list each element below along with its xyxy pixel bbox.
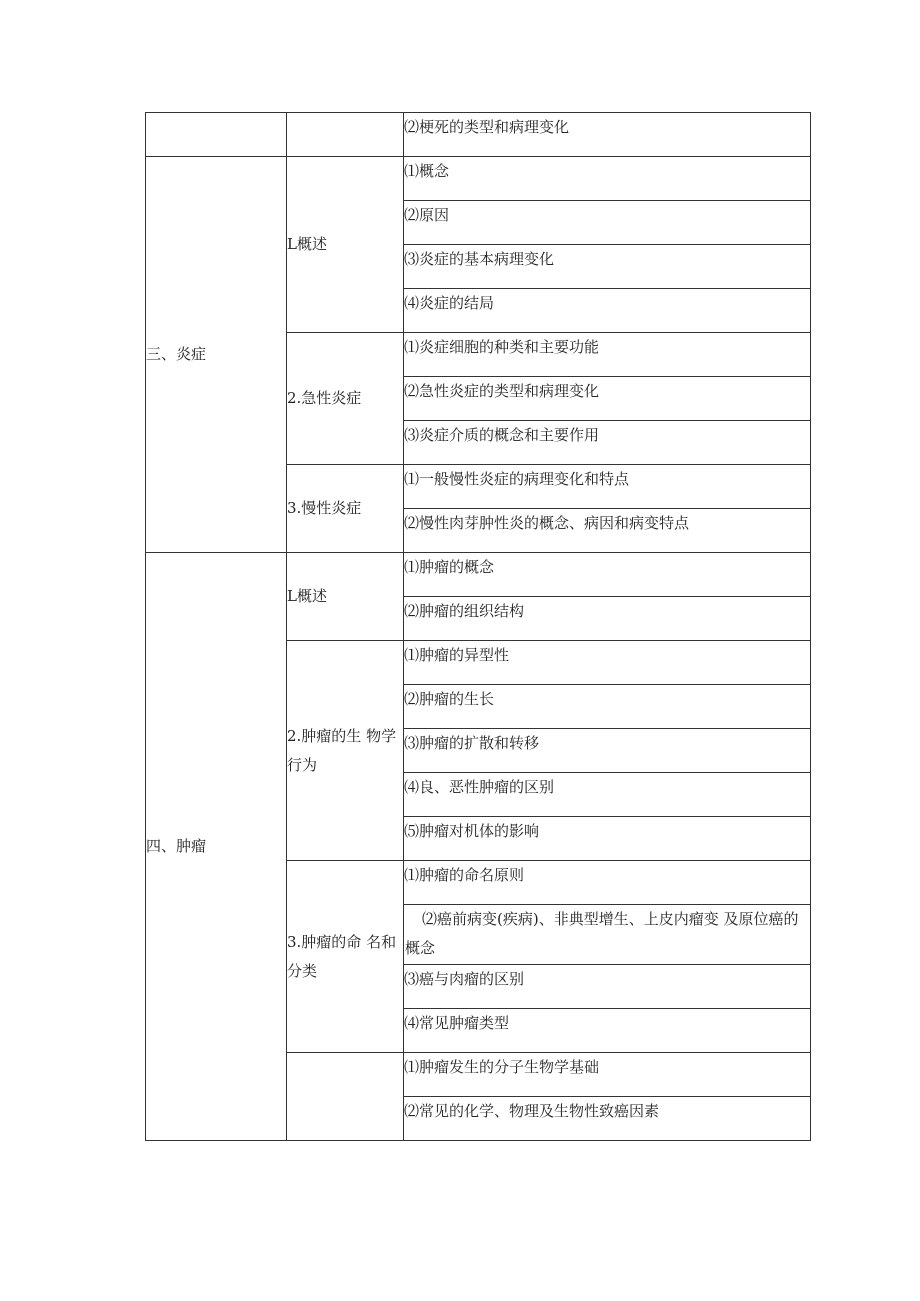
- topic-cell-tumor: 四、肿瘤: [146, 553, 287, 1141]
- item-cell: ⑵急性炎症的类型和病理变化: [404, 377, 811, 421]
- item-cell: ⑶炎症介质的概念和主要作用: [404, 421, 811, 465]
- item-cell: ⑴肿瘤发生的分子生物学基础: [404, 1053, 811, 1097]
- item-cell: ⑵癌前病变(疾病)、非典型增生、上皮内瘤变 及原位癌的概念: [404, 905, 811, 965]
- pathology-syllabus-table: [145, 112, 811, 1141]
- item-cell: ⑴概念: [404, 157, 811, 201]
- item-cell: ⑷常见肿瘤类型: [404, 1009, 811, 1053]
- subtopic-cell-empty: [287, 1053, 404, 1141]
- subtopic-cell-overview: L概述: [287, 553, 404, 641]
- item-cell: ⑵梗死的类型和病理变化: [404, 113, 811, 157]
- subtopic-cell-biological-behavior: 2.肿瘤的生 物学行为: [287, 641, 404, 861]
- item-cell: ⑴炎症细胞的种类和主要功能: [404, 333, 811, 377]
- item-cell: ⑵肿瘤的生长: [404, 685, 811, 729]
- item-cell: ⑴肿瘤的概念: [404, 553, 811, 597]
- subtopic-cell-overview: L概述: [287, 157, 404, 333]
- item-cell: ⑴肿瘤的命名原则: [404, 861, 811, 905]
- item-cell: ⑵常见的化学、物理及生物性致癌因素: [404, 1097, 811, 1141]
- subtopic-cell-naming-classification: 3.肿瘤的命 名和分类: [287, 861, 404, 1053]
- item-cell: ⑸肿瘤对机体的影响: [404, 817, 811, 861]
- item-cell: ⑶癌与肉瘤的区别: [404, 965, 811, 1009]
- item-cell: ⑶肿瘤的扩散和转移: [404, 729, 811, 773]
- topic-cell-inflammation: 三、炎症: [146, 157, 287, 553]
- item-cell: ⑷炎症的结局: [404, 289, 811, 333]
- subtopic-cell-chronic: 3.慢性炎症: [287, 465, 404, 553]
- item-cell: ⑵原因: [404, 201, 811, 245]
- item-cell: ⑴肿瘤的异型性: [404, 641, 811, 685]
- item-cell: ⑷良、恶性肿瘤的区别: [404, 773, 811, 817]
- subtopic-cell-empty: [287, 113, 404, 157]
- table-row: [146, 157, 811, 201]
- table-row: [146, 553, 811, 597]
- table-row: [146, 113, 811, 157]
- item-cell: ⑵肿瘤的组织结构: [404, 597, 811, 641]
- item-cell: ⑵慢性肉芽肿性炎的概念、病因和病变特点: [404, 509, 811, 553]
- subtopic-cell-acute: 2.急性炎症: [287, 333, 404, 465]
- item-cell: ⑴一般慢性炎症的病理变化和特点: [404, 465, 811, 509]
- item-cell: ⑶炎症的基本病理变化: [404, 245, 811, 289]
- topic-cell-empty: [146, 113, 287, 157]
